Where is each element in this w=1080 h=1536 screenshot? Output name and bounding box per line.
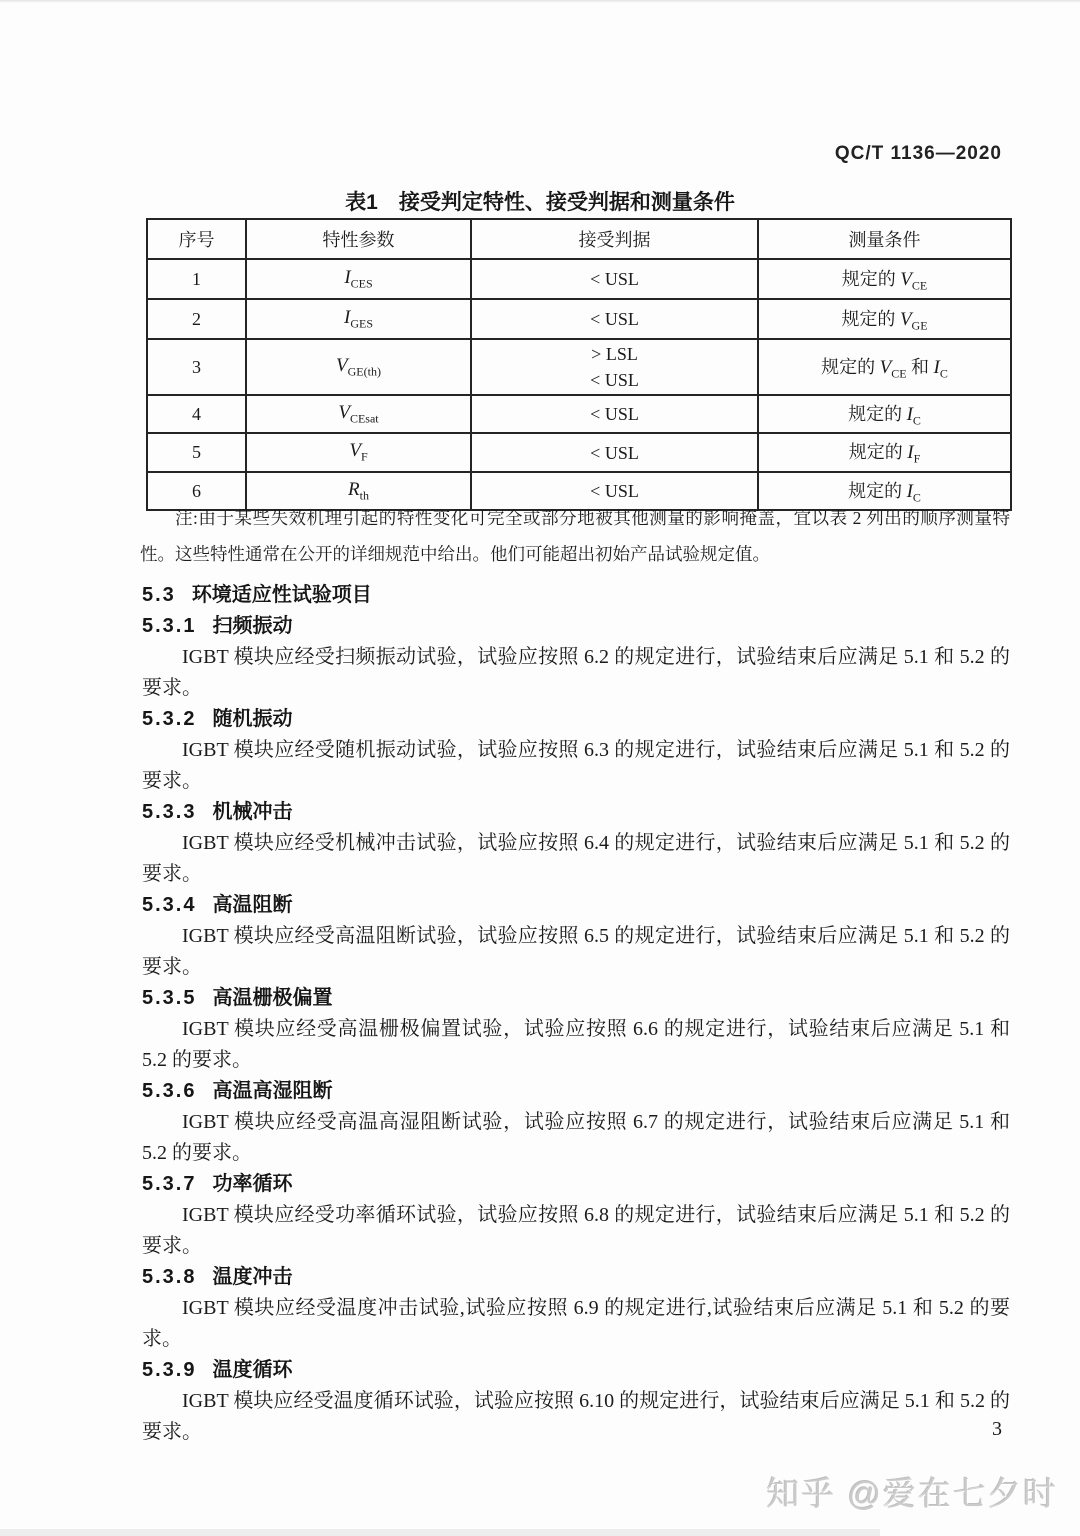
section-heading-5.3.7: [142, 1169, 1010, 1200]
cell-criteria: [471, 299, 758, 339]
section-heading-5.3.6: [142, 1076, 1010, 1107]
page-number: 3: [992, 1418, 1002, 1440]
section-number: 5.3.5: [142, 987, 197, 1009]
section-number: 5.3: [142, 584, 176, 606]
section-title: 高温高湿阻断: [212, 1080, 333, 1102]
criteria-line: < USL: [590, 269, 639, 289]
section-heading-5.3: [142, 580, 1010, 611]
cell-param: $I_{CES}$: [246, 259, 471, 299]
cell-no: 4: [147, 395, 246, 433]
cell-param: $V_{GE(th)}$: [246, 339, 471, 395]
section-title: 高温栅极偏置: [212, 987, 333, 1009]
cell-no: 3: [147, 339, 246, 395]
col-header-param: 特性参数: [246, 219, 471, 259]
col-header-condition: 测量条件: [758, 219, 1011, 259]
section-heading-5.3.3: [142, 797, 1010, 828]
criteria-line: < USL: [590, 442, 639, 463]
section-heading-5.3.8: [142, 1262, 1010, 1293]
cell-param: $V_{CEsat}$: [246, 395, 471, 433]
doc-number: QC/T 1136—2020: [834, 143, 1002, 164]
cell-condition: 规定的 $V_{CE}$: [758, 259, 1011, 299]
section-paragraph: IGBT 模块应经受高温阻断试验，试验应按照 6.5 的规定进行，试验结束后应满足 5.1 和 5.2 的要求。: [142, 925, 1010, 978]
section-number: 5.3.7: [142, 1173, 197, 1195]
section-paragraph: IGBT 模块应经受功率循环试验，试验应按照 6.8 的规定进行，试验结束后应满足 5.1 和 5.2 的要求。: [142, 1204, 1010, 1257]
section-paragraph: IGBT 模块应经受高温高湿阻断试验，试验应按照 6.7 的规定进行，试验结束后应满足 5.1 和 5.2 的要求。: [142, 1111, 1010, 1164]
acceptance-criteria-table: [146, 218, 1012, 511]
section-title: 机械冲击: [212, 801, 293, 823]
section-paragraph: IGBT 模块应经受高温栅极偏置试验，试验应按照 6.6 的规定进行，试验结束后应满足 5.1 和 5.2 的要求。: [142, 1018, 1010, 1071]
criteria-line: < USL: [590, 404, 639, 424]
document-body: [142, 580, 1010, 1448]
section-paragraph: IGBT 模块应经受随机振动试验，试验应按照 6.3 的规定进行，试验结束后应满足 5.1 和 5.2 的要求。: [142, 739, 1010, 792]
cell-condition: 规定的 $V_{CE}$ 和 $I_C$: [758, 339, 1011, 395]
cell-param: $I_{GES}$: [246, 299, 471, 339]
cell-param: $R_{th}$: [246, 472, 471, 510]
table-row: [147, 433, 1011, 472]
table-note: 注:由于某些失效机理引起的特性变化可完全或部分地被其他测量的影响掩盖，宜以表 2 列出的顺序测量特性。这些特性通常在公开的详细规范中给出。他们可能超出初始产品试验规定值。: [140, 508, 1010, 564]
col-header-criteria: 接受判据: [471, 219, 758, 259]
watermark: 知乎 @爱在七夕时: [766, 1475, 1058, 1512]
section-heading-5.3.4: [142, 890, 1010, 921]
scan-edge-bottom: [0, 1529, 880, 1536]
section-title: 环境适应性试验项目: [191, 584, 372, 606]
section-number: 5.3.3: [142, 801, 197, 823]
cell-param: $V_F$: [246, 433, 471, 472]
section-heading-5.3.5: [142, 983, 1010, 1014]
cell-no: 6: [147, 472, 246, 510]
section-paragraph: IGBT 模块应经受扫频振动试验，试验应按照 6.2 的规定进行，试验结束后应满足 5.1 和 5.2 的要求。: [142, 646, 1010, 699]
cell-condition: 规定的 $I_C$: [758, 472, 1011, 510]
section-title: 温度冲击: [212, 1266, 293, 1288]
criteria-line: > LSL: [591, 344, 638, 364]
cell-no: 2: [147, 299, 246, 339]
table-title: 表1 接受判定特性、接受判据和测量条件: [345, 191, 735, 214]
cell-condition: 规定的 $I_F$: [758, 433, 1011, 472]
table-row: [147, 299, 1011, 339]
cell-condition: 规定的 $V_{GE}$: [758, 299, 1011, 339]
section-paragraph: IGBT 模块应经受温度循环试验，试验应按照 6.10 的规定进行，试验结束后应满足 5.1 和 5.2 的要求。: [142, 1390, 1010, 1443]
criteria-line: < USL: [590, 481, 639, 501]
section-number: 5.3.8: [142, 1266, 197, 1288]
section-title: 高温阻断: [212, 894, 293, 916]
scan-edge-top: [0, 0, 1080, 3]
section-paragraph: IGBT 模块应经受机械冲击试验，试验应按照 6.4 的规定进行，试验结束后应满足 5.1 和 5.2 的要求。: [142, 832, 1010, 885]
section-title: 随机振动: [212, 708, 293, 730]
section-number: 5.3.9: [142, 1359, 197, 1381]
criteria-line: < USL: [590, 370, 639, 390]
section-title: 功率循环: [212, 1173, 293, 1195]
section-heading-5.3.2: [142, 704, 1010, 735]
section-paragraph: IGBT 模块应经受温度冲击试验,试验应按照 6.9 的规定进行,试验结束后应满足 5.1 和 5.2 的要求。: [142, 1297, 1010, 1350]
section-title: 温度循环: [212, 1359, 293, 1381]
cell-criteria: [471, 395, 758, 433]
section-heading-5.3.1: [142, 611, 1010, 642]
table-row: [147, 339, 1011, 395]
col-header-no: 序号: [147, 219, 246, 259]
table-header-row: [147, 219, 1011, 259]
table-row: [147, 259, 1011, 299]
section-heading-5.3.9: [142, 1355, 1010, 1386]
section-title: 扫频振动: [212, 615, 293, 637]
section-number: 5.3.6: [142, 1080, 197, 1102]
cell-criteria: [471, 259, 758, 299]
cell-condition: 规定的 $I_C$: [758, 395, 1011, 433]
cell-no: 1: [147, 259, 246, 299]
section-number: 5.3.4: [142, 894, 197, 916]
section-number: 5.3.2: [142, 708, 197, 730]
criteria-line: < USL: [590, 309, 639, 329]
table-row: [147, 395, 1011, 433]
section-number: 5.3.1: [142, 615, 197, 637]
cell-criteria: [471, 339, 758, 395]
cell-no: 5: [147, 433, 246, 472]
cell-criteria: [471, 433, 758, 472]
